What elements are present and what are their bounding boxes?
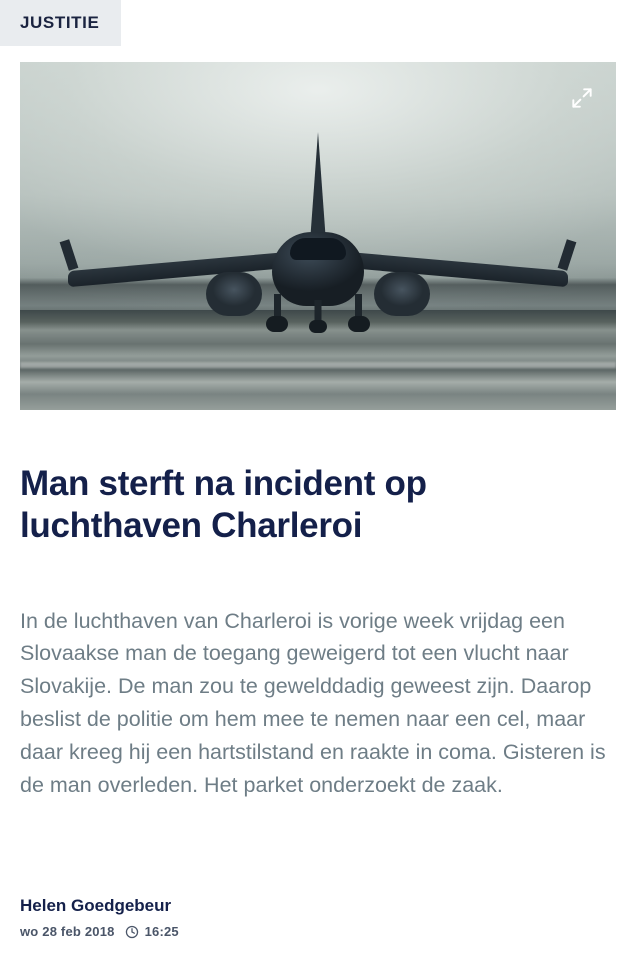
clock-icon — [125, 925, 139, 939]
author-name: Helen Goedgebeur — [20, 896, 172, 915]
tyre-left — [266, 316, 288, 332]
winglet-right — [558, 239, 577, 271]
publication-date: wo 28 feb 2018 — [20, 924, 115, 939]
article-headline: Man sterft na incident op luchthaven Charleroi — [20, 464, 427, 545]
expand-icon[interactable] — [566, 82, 598, 114]
airplane-silhouette — [38, 154, 598, 334]
publication-meta — [20, 924, 616, 939]
tyre-right — [348, 316, 370, 332]
article-intro: In de luchthaven van Charleroi is vorige week vrijdag een Slovaakse man de toegang geweigerd tot een vlucht naar Slovakije. De man zou te gewelddadig geweest zijn. Daarop beslist de politie om hem mee te nemen naar een cel, maar daar kreeg hij een hartstilstand en raakte in coma. Gisteren is de man overleden. Het parket onderzoekt de zaak. — [20, 608, 606, 797]
article-hero-image[interactable] — [20, 62, 616, 410]
cockpit-window — [290, 238, 346, 260]
category-tag[interactable] — [0, 0, 121, 46]
tyre-nose — [309, 320, 327, 333]
byline — [20, 896, 616, 939]
engine-right — [374, 272, 430, 316]
winglet-left — [60, 239, 79, 271]
hero-photo — [20, 62, 616, 410]
category-label: JUSTITIE — [20, 13, 100, 32]
publication-time: 16:25 — [144, 924, 179, 939]
engine-left — [206, 272, 262, 316]
